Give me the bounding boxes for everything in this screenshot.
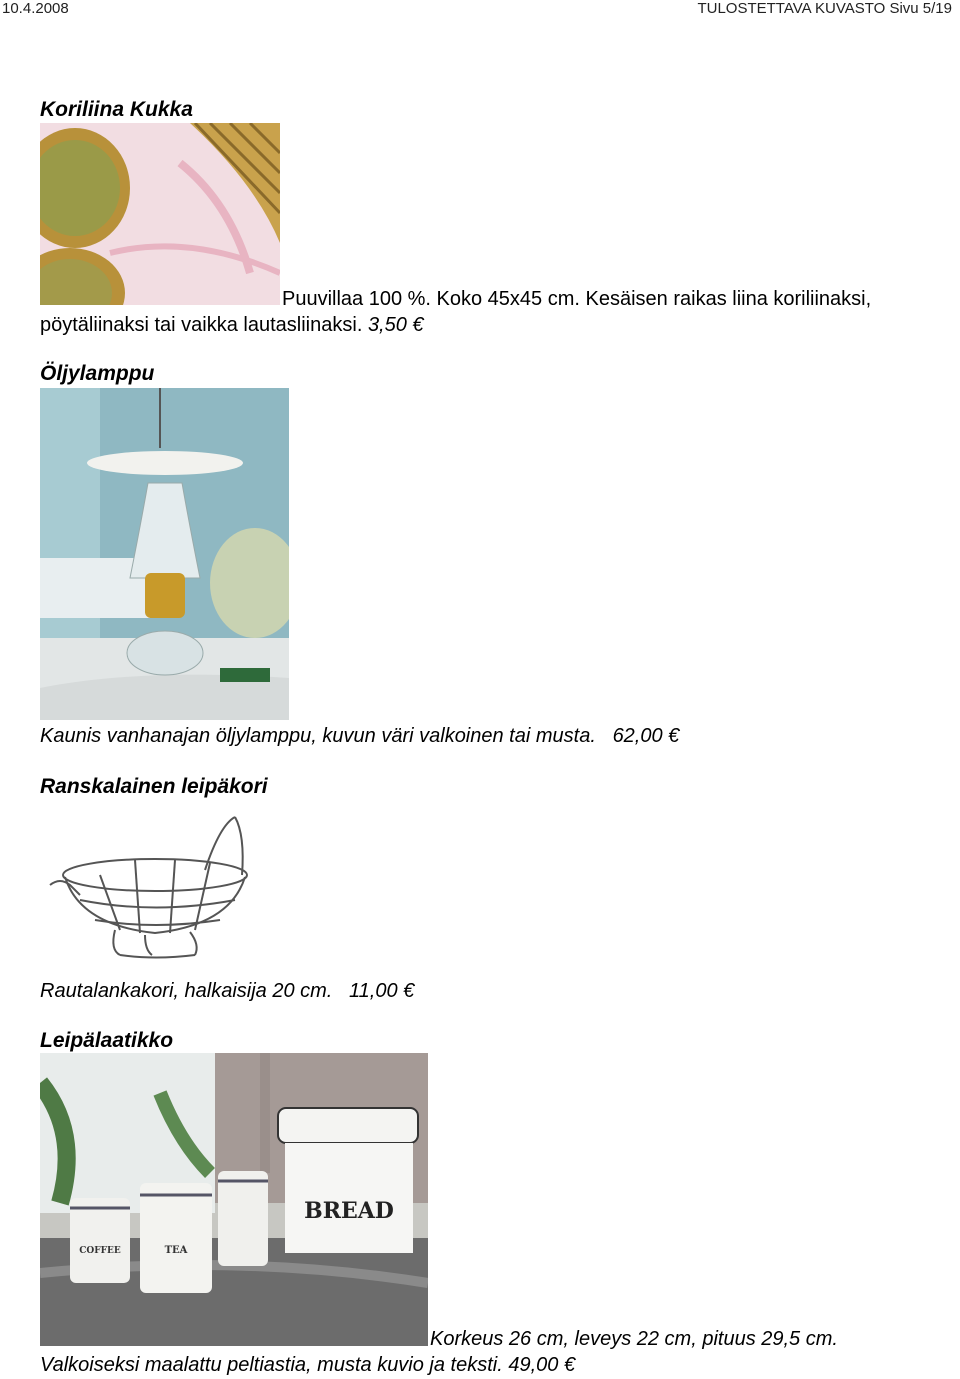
photo-koriliina: [40, 123, 280, 305]
product-desc-leipalaatikko-line1: Korkeus 26 cm, leveys 22 cm, pituus 29,5 cm.: [430, 1328, 838, 1350]
product-price-oljylamppu: 62,00 €: [612, 725, 680, 747]
print-date: 10.4.2008: [2, 0, 69, 17]
photo-label-bread: BREAD: [304, 1198, 394, 1224]
product-price-koriliina: 3,50 €: [367, 314, 424, 336]
product-desc-leipakori: Rautalankakori, halkaisija 20 cm. 11,00 €: [40, 980, 415, 1002]
product-title-leipalaatikko: Leipälaatikko: [40, 1029, 174, 1052]
product-desc-koriliina-line1: Puuvillaa 100 %. Koko 45x45 cm. Kesäisen raikas liina koriliinaksi,: [282, 288, 872, 310]
photo-leipalaatikko: [40, 1053, 428, 1346]
photo-oljylamppu: [40, 388, 289, 720]
product-price-leipakori: 11,00 €: [349, 980, 415, 1002]
catalog-page-info: TULOSTETTAVA KUVASTO Sivu 5/19: [697, 0, 952, 17]
photo-label-tea: TEA: [164, 1245, 188, 1256]
photo-leipakori: [40, 815, 255, 965]
product-title-leipakori: Ranskalainen leipäkori: [40, 775, 268, 798]
product-desc-koriliina-line2: pöytäliinaksi tai vaikka lautasliinaksi. 3,50 €: [40, 314, 424, 336]
product-desc-oljylamppu: Kaunis vanhanajan öljylamppu, kuvun väri valkoinen tai musta. 62,00 €: [40, 725, 680, 747]
product-desc-leipalaatikko-line2: Valkoiseksi maalattu peltiastia, musta kuvio ja teksti. 49,00 €: [40, 1354, 576, 1376]
product-price-leipalaatikko: 49,00 €: [508, 1354, 576, 1376]
product-title-koriliina: Koriliina Kukka: [40, 98, 193, 121]
photo-label-coffee: COFFEE: [79, 1246, 121, 1256]
product-title-oljylamppu: Öljylamppu: [40, 362, 155, 385]
